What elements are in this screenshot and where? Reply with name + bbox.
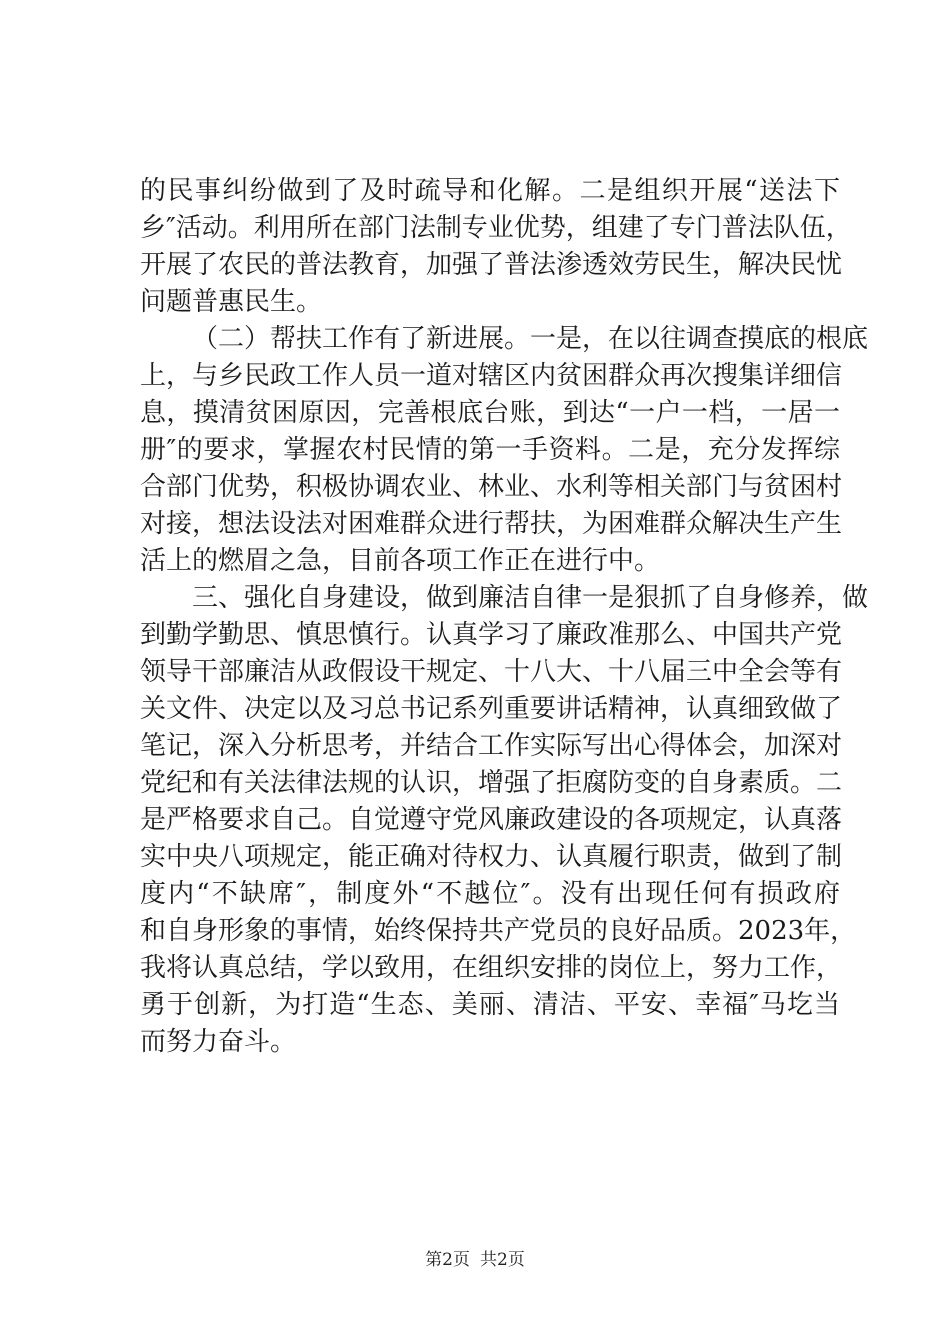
text-line: 实中央八项规定，能正确对待权力、认真履行职责，做到了制 <box>140 842 843 872</box>
text-line: 勇于创新，为打造“生态、美丽、清洁、平安、幸福″马圪当 <box>140 990 840 1020</box>
text-line: 册″的要求，掌握农村民情的第一手资料。二是，充分发挥综 <box>140 435 840 465</box>
page-total: 共2页 <box>480 1250 525 1270</box>
paragraph <box>140 173 852 321</box>
text-line: 领导干部廉洁从政假设干规定、十八大、十八届三中全会等有 <box>140 657 843 687</box>
text-line: 度内“不缺席″，制度外“不越位″。没有出现任何有损政府 <box>140 879 840 909</box>
text-line: 我将认真总结，学以致用，在组织安排的岗位上，努力工作， <box>140 953 843 983</box>
text-line: 关文件、决定以及习总书记系列重要讲话精神，认真细致做了 <box>140 694 843 724</box>
text-line: 合部门优势，积极协调农业、林业、水利等相关部门与贫困村 <box>140 472 843 502</box>
text-line: 开展了农民的普法教育，加强了普法渗透效劳民生，解决民忧 <box>140 250 843 280</box>
paragraph <box>140 580 869 1061</box>
text-line: 问题普惠民生。 <box>140 287 323 317</box>
text-line: 到勤学勤思、慎思慎行。认真学习了廉政准那么、中国共产党 <box>140 620 843 650</box>
text-line: 活上的燃眉之急，目前各项工作正在进行中。 <box>140 546 661 576</box>
text-line: 党纪和有关法律法规的认识，增强了拒腐防变的自身素质。二 <box>140 768 843 798</box>
page-number: 第2页 <box>425 1250 470 1270</box>
text-line: 的民事纠纷做到了及时疏导和化解。二是组织开展“送法下 <box>140 176 840 206</box>
text-line: 上，与乡民政工作人员一道对辖区内贫困群众再次搜集详细信 <box>140 361 843 391</box>
document-body <box>140 173 869 1061</box>
text-line: 和自身形象的事情，始终保持共产党员的良好品质。2023年， <box>140 916 857 946</box>
text-line: 息，摸清贫困原因，完善根底台账，到达“一户一档，一居一 <box>140 398 840 428</box>
text-line: 而努力奋斗。 <box>140 1027 297 1057</box>
text-line: 对接，想法设法对困难群众进行帮扶，为困难群众解决生产生 <box>140 509 843 539</box>
text-line: 三、强化自身建设，做到廉洁自律一是狠抓了自身修养，做 <box>192 583 869 613</box>
paragraph <box>140 321 869 580</box>
page-footer <box>0 1245 950 1270</box>
text-line: 乡″活动。利用所在部门法制专业优势，组建了专门普法队伍， <box>140 213 852 243</box>
text-line: 笔记，深入分析思考，并结合工作实际写出心得体会，加深对 <box>140 731 843 761</box>
text-line: 是严格要求自己。自觉遵守党风廉政建设的各项规定，认真落 <box>140 805 843 835</box>
text-line: （二）帮扶工作有了新进展。一是，在以往调查摸底的根底 <box>192 324 869 354</box>
